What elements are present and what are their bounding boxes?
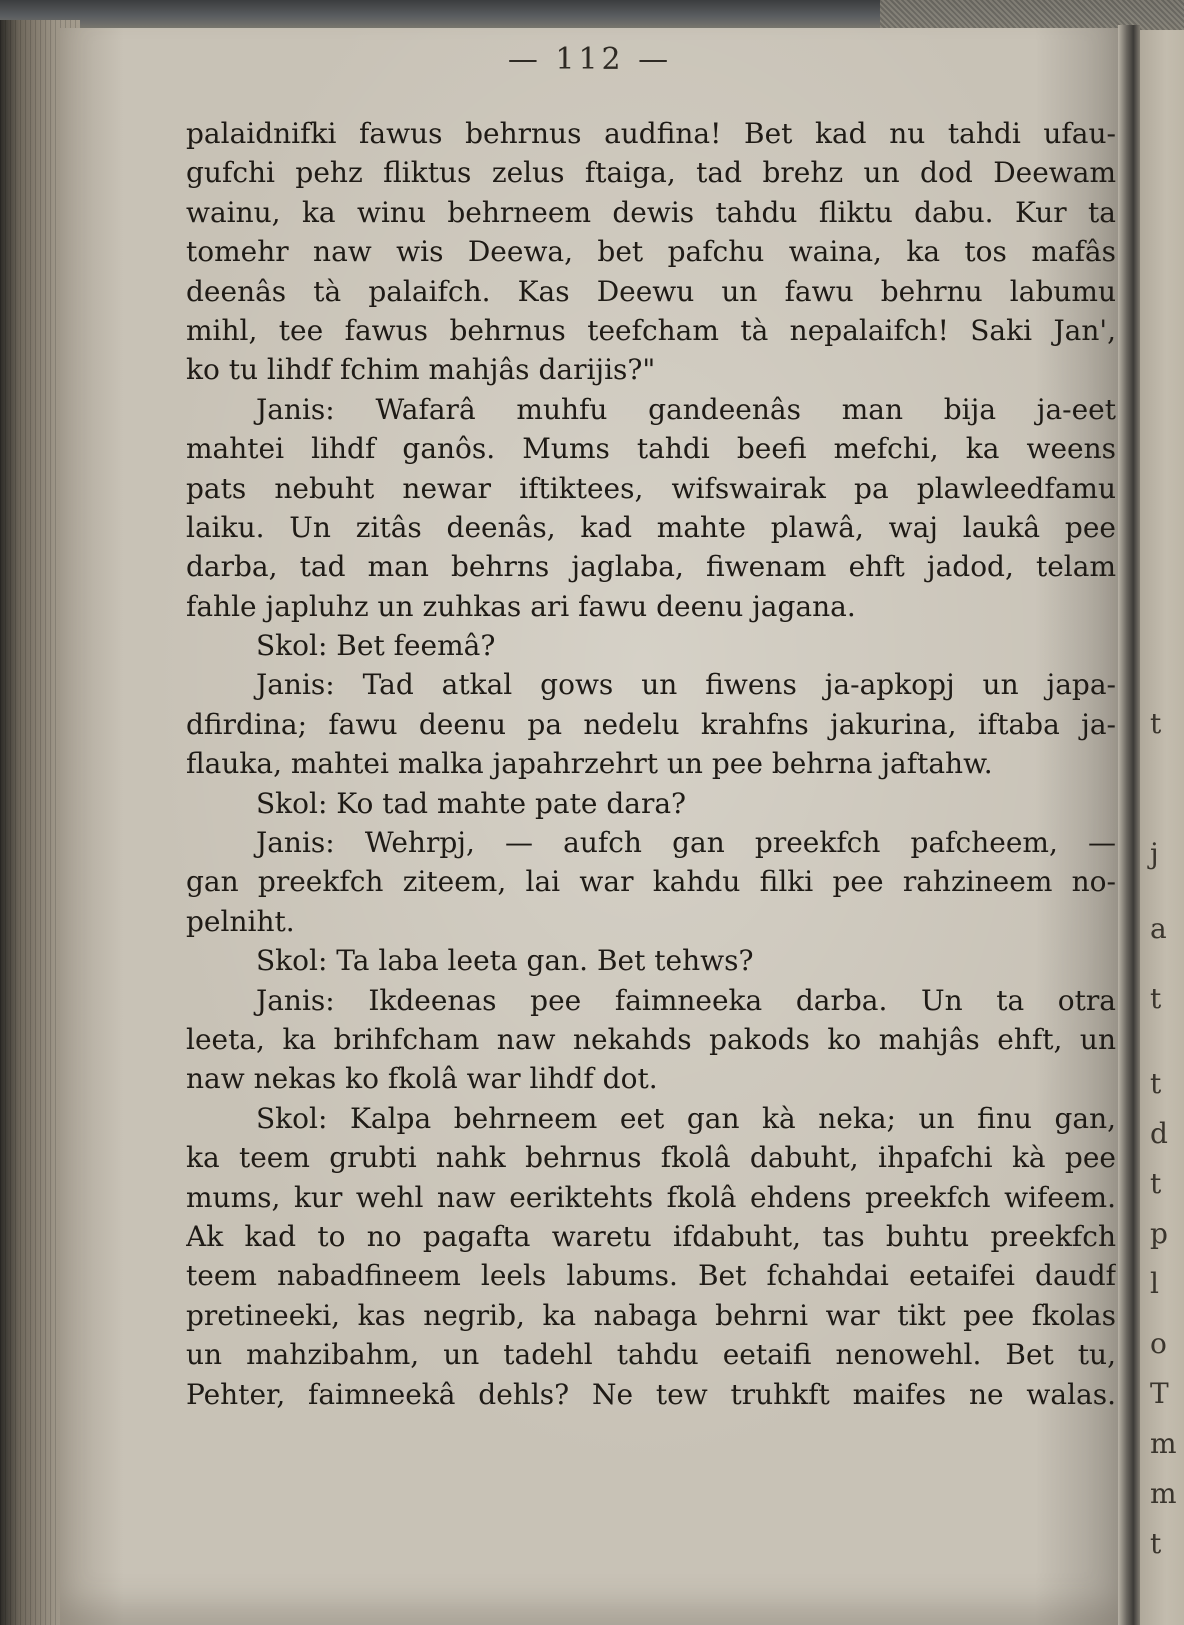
text-line: ka teem grubti nahk behrnus fkolâ dabuht, ihpafchi kà pee — [186, 1141, 1116, 1175]
next-page-fragment: j — [1150, 837, 1159, 870]
text-line: Skol: Ta laba leeta gan. Bet tehws? — [256, 944, 754, 978]
text-line: deenâs tà palaifch. Kas Deewu un fawu behrnu labumu — [186, 274, 1116, 308]
text-line: un mahzibahm, un tadehl tahdu eetaifi nenowehl. Bet tu, — [186, 1338, 1116, 1372]
next-page-fragment: m — [1150, 1477, 1177, 1510]
next-page-fragment: t — [1150, 707, 1162, 740]
next-page-fragment: o — [1150, 1327, 1167, 1360]
book-gutter — [1118, 25, 1140, 1625]
text-line: mahtei lihdf ganôs. Mums tahdi beefi mefchi, ka weens — [186, 432, 1116, 466]
text-line: fahle japluhz un zuhkas ari fawu deenu jagana. — [186, 589, 856, 623]
next-page-fragment: m — [1150, 1427, 1177, 1460]
text-line: Skol: Bet feemâ? — [256, 629, 496, 663]
text-line: wainu, ka winu behrneem dewis tahdu fliktu dabu. Kur ta — [186, 195, 1116, 229]
text-line: mihl, tee fawus behrnus teefcham tà nepalaifch! Saki Jan', — [186, 313, 1116, 347]
text-line: Skol: Ko tad mahte pate dara? — [256, 786, 687, 820]
next-page-edge — [1140, 30, 1184, 1625]
next-page-fragment: t — [1150, 982, 1162, 1015]
next-page-fragment: p — [1150, 1217, 1168, 1250]
next-page-fragment: t — [1150, 1067, 1162, 1100]
text-line: teem nabadfineem leels labums. Bet fchahdai eetaifei daudf — [186, 1259, 1116, 1293]
text-line: Skol: Kalpa behrneem eet gan kà neka; un finu gan, — [256, 1101, 1116, 1135]
text-line: pelniht. — [186, 904, 295, 938]
text-line: Ak kad to no pagafta waretu ifdabuht, tas buhtu preekfch — [186, 1219, 1116, 1253]
next-page-fragment: t — [1150, 1527, 1162, 1560]
text-line: Pehter, faimneekâ dehls? Ne tew truhkft maifes ne walas. — [186, 1377, 1116, 1411]
next-page-fragment: d — [1150, 1117, 1168, 1150]
book-page — [60, 28, 1120, 1625]
next-page-fragment: a — [1150, 912, 1167, 945]
page-number: — 112 — — [507, 42, 673, 77]
text-line: gan preekfch ziteem, lai war kahdu filki pee rahzineem no- — [186, 865, 1116, 899]
text-line: darba, tad man behrns jaglaba, fiwenam ehft jadod, telam — [186, 550, 1116, 584]
text-line: tomehr naw wis Deewa, bet pafchu waina, ka tos mafâs — [186, 235, 1116, 269]
text-line: Janis: Wehrpj, — aufch gan preekfch pafcheem, — — [256, 826, 1116, 860]
next-page-fragment: l — [1150, 1267, 1159, 1300]
page-text — [186, 114, 1116, 1414]
next-page-fragment: t — [1150, 1167, 1162, 1200]
text-line: flauka, mahtei malka japahrzehrt un pee behrna jaftahw. — [186, 747, 993, 781]
text-line: palaidnifki fawus behrnus audfina! Bet kad nu tahdi ufau- — [186, 117, 1116, 150]
text-line: dfirdina; fawu deenu pa nedelu krahfns jakurina, iftaba ja- — [186, 707, 1116, 741]
text-line: leeta, ka brihfcham naw nekahds pakods ko mahjâs ehft, un — [186, 1022, 1116, 1056]
text-line: Janis: Tad atkal gows un fiwens ja-apkopj un japa- — [256, 668, 1116, 702]
text-line: laiku. Un zitâs deenâs, kad mahte plawâ, waj laukâ pee — [186, 510, 1116, 544]
text-line: Janis: Wafarâ muhfu gandeenâs man bija ja-eet — [256, 392, 1116, 426]
next-page-fragment: T — [1150, 1377, 1169, 1410]
text-line: pretineeki, kas negrib, ka nabaga behrni war tikt pee fkolas — [186, 1298, 1116, 1332]
text-line: gufchi pehz fliktus zelus ftaiga, tad brehz un dod Deewam — [186, 156, 1116, 190]
text-line: naw nekas ko fkolâ war lihdf dot. — [186, 1062, 658, 1096]
text-line: pats nebuht newar iftiktees, wifswairak pa plawleedfamu — [186, 471, 1116, 505]
text-line: mums, kur wehl naw eeriktehts fkolâ ehdens preekfch wifeem. — [186, 1180, 1116, 1214]
text-line: ko tu lihdf fchim mahjâs darijis?" — [186, 353, 656, 387]
text-line: Janis: Ikdeenas pee faimneeka darba. Un ta otra — [256, 983, 1116, 1017]
